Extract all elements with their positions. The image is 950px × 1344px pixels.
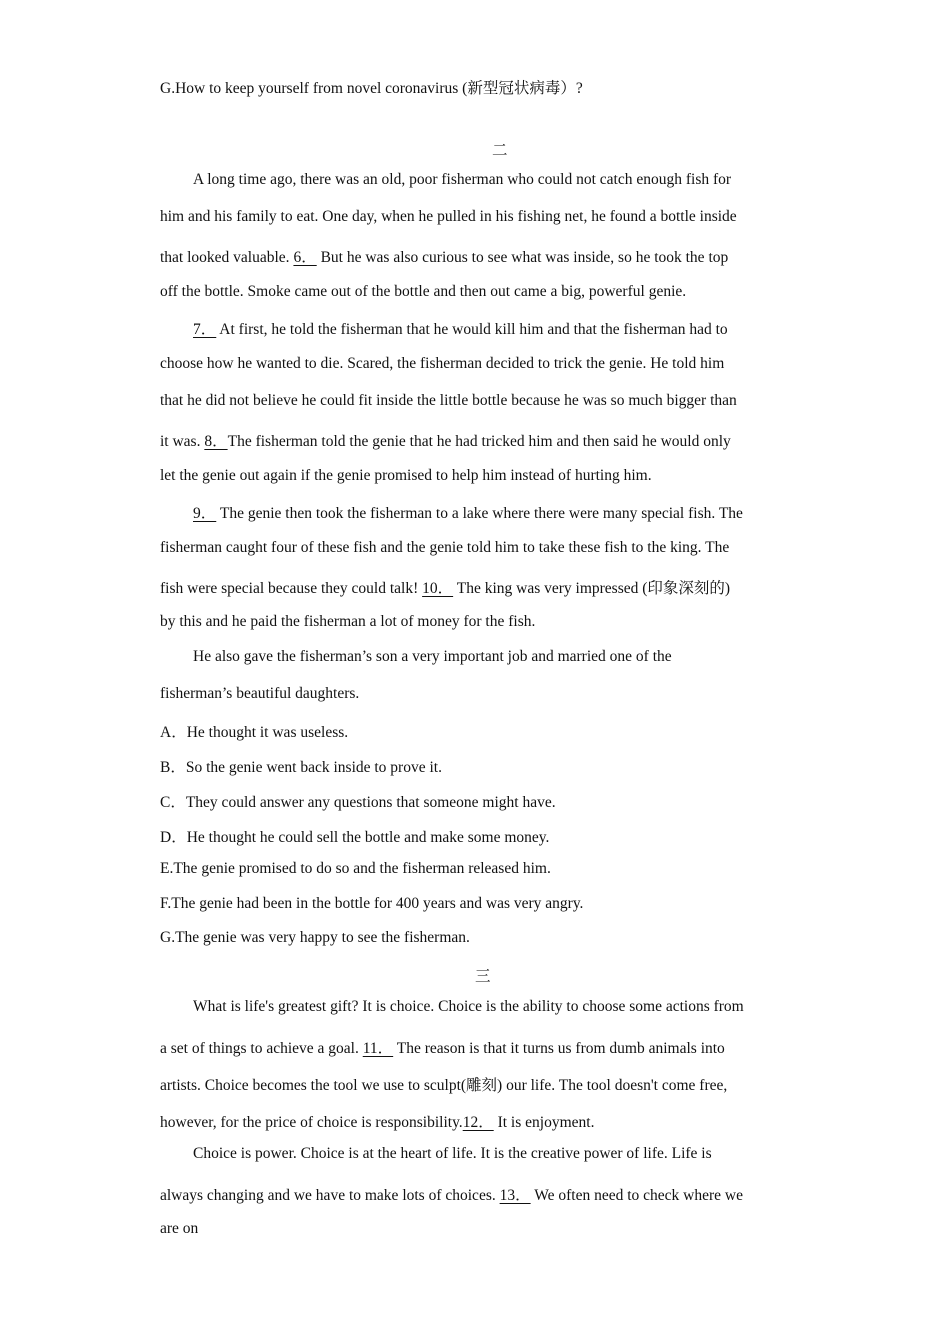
text-span: it was.: [160, 433, 205, 450]
passage2-line: choose how he wanted to die. Scared, the fisherman decided to trick the genie. He told him: [160, 355, 725, 372]
text-span: a set of things to achieve a goal.: [160, 1040, 363, 1057]
text-span: always changing and we have to make lots of choices.: [160, 1187, 500, 1204]
passage2-line: He also gave the fisherman’s son a very important job and married one of the: [193, 648, 672, 665]
text-span: But he was also curious to see what was inside, so he took the top: [316, 249, 729, 266]
text-span: It is enjoyment.: [493, 1114, 595, 1131]
text-span: The fisherman told the genie that he had tricked him and then said he would only: [227, 433, 731, 450]
text-span: We often need to check where we: [530, 1187, 743, 1204]
passage3-line: [160, 1110, 594, 1132]
passage3-line: are on: [160, 1220, 199, 1237]
option-c: C．They could answer any questions that someone might have.: [160, 794, 556, 811]
passage2-line: off the bottle. Smoke came out of the bottle and then out came a big, powerful genie.: [160, 283, 687, 300]
blank-12[interactable]: 12．: [462, 1114, 494, 1131]
blank-11[interactable]: 11．: [362, 1040, 394, 1057]
passage3-line: [160, 1183, 743, 1205]
blank-8[interactable]: 8．: [204, 433, 228, 450]
text-span: At first, he told the fisherman that he would kill him and that the fisherman had to: [216, 321, 728, 338]
section-heading-2: 二: [492, 142, 508, 159]
passage3-line: [160, 1036, 725, 1058]
passage2-line: [193, 317, 728, 339]
blank-6[interactable]: 6．: [293, 249, 317, 266]
blank-10[interactable]: 10．: [422, 580, 454, 597]
passage2-line: by this and he paid the fisherman a lot of money for the fish.: [160, 613, 536, 630]
passage2-line: A long time ago, there was an old, poor fisherman who could not catch enough fish for: [193, 171, 732, 188]
option-a: A．He thought it was useless.: [160, 724, 349, 741]
option-f: F.The genie had been in the bottle for 400 years and was very angry.: [160, 895, 584, 912]
option-g-section1: G.How to keep yourself from novel coronavirus (新型冠状病毒）?: [160, 80, 583, 97]
text-span: however, for the price of choice is responsibility.: [160, 1114, 463, 1131]
option-e: E.The genie promised to do so and the fisherman released him.: [160, 860, 551, 877]
passage3-line: Choice is power. Choice is at the heart of life. It is the creative power of life. Life is: [193, 1145, 712, 1162]
text-span: that looked valuable.: [160, 249, 294, 266]
text-span: The king was very impressed (印象深刻的): [453, 580, 731, 597]
text-span: The reason is that it turns us from dumb animals into: [393, 1040, 725, 1057]
option-g: G.The genie was very happy to see the fisherman.: [160, 929, 470, 946]
blank-9[interactable]: 9．: [193, 505, 217, 522]
blank-7[interactable]: 7．: [193, 321, 217, 338]
passage3-line: What is life's greatest gift? It is choice. Choice is the ability to choose some actions from: [193, 998, 744, 1015]
option-b: B．So the genie went back inside to prove it.: [160, 759, 442, 776]
passage2-line: him and his family to eat. One day, when he pulled in his fishing net, he found a bottle inside: [160, 208, 737, 225]
section-heading-3: 三: [475, 968, 491, 985]
passage2-line: [160, 245, 728, 267]
passage2-line: [160, 429, 731, 451]
passage2-line: fisherman caught four of these fish and the genie told him to take these fish to the king. The: [160, 539, 730, 556]
option-d: D．He thought he could sell the bottle and make some money.: [160, 829, 550, 846]
blank-13[interactable]: 13．: [499, 1187, 531, 1204]
passage2-line: that he did not believe he could fit inside the little bottle because he was so much bigger than: [160, 392, 737, 409]
passage2-line: fisherman’s beautiful daughters.: [160, 685, 360, 702]
passage2-line: [160, 576, 730, 598]
passage3-line: artists. Choice becomes the tool we use to sculpt(雕刻) our life. The tool doesn't come free,: [160, 1077, 728, 1094]
text-span: The genie then took the fisherman to a lake where there were many special fish. The: [216, 505, 743, 522]
passage2-line: [193, 501, 743, 523]
text-span: fish were special because they could talk!: [160, 580, 423, 597]
passage2-line: let the genie out again if the genie promised to help him instead of hurting him.: [160, 467, 652, 484]
